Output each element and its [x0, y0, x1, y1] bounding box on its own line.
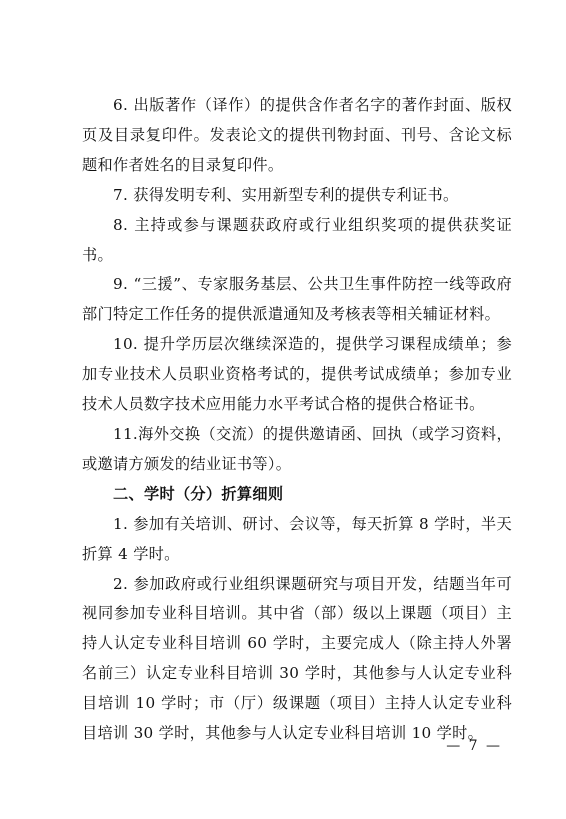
page-content	[82, 91, 512, 749]
page-number: — 7 —	[446, 738, 502, 754]
section-paragraph-1: 1. 参加有关培训、研讨、会议等，每天折算 8 学时，半天折算 4 学时。	[82, 514, 512, 563]
section-heading: 二、学时（分）折算细则	[113, 484, 284, 503]
paragraph-item-8: 8. 主持或参与课题获政府或行业组织奖项的提供获奖证书。	[82, 215, 512, 264]
section-paragraph-2: 2. 参加政府或行业组织课题研究与项目开发，结题当年可视同参加专业科目培训。其中省（部）级以上课题（项目）主持人认定专业科目培训 60 学时，主要完成人（除主持人外署名前三）认定专业科目培训 30 学时，其他参与人认定专业科目培训 10 学时；市（厅）级课题（项目）主持人认定专业科目培训 30 学时，其他参与人认定专业科目培训 10 学时。	[82, 574, 512, 743]
paragraph-item-10: 10. 提升学历层次继续深造的，提供学习课程成绩单；参加专业技术人员职业资格考试的，提供考试成绩单；参加专业技术人员数字技术应用能力水平考试合格的提供合格证书。	[82, 335, 512, 414]
paragraph-item-7: 7. 获得发明专利、实用新型专利的提供专利证书。	[113, 185, 459, 204]
paragraph-item-9: 9. “三援”、专家服务基层、公共卫生事件防控一线等政府部门特定工作任务的提供派遣通知及考核表等相关辅证材料。	[82, 275, 512, 324]
paragraph-item-11: 11.海外交换（交流）的提供邀请函、回执（或学习资料，或邀请方颁发的结业证书等）。	[82, 424, 512, 473]
paragraph-item-6: 6. 出版著作（译作）的提供含作者名字的著作封面、版权页及目录复印件。发表论文的提供刊物封面、刊号、含论文标题和作者姓名的目录复印件。	[82, 96, 512, 174]
